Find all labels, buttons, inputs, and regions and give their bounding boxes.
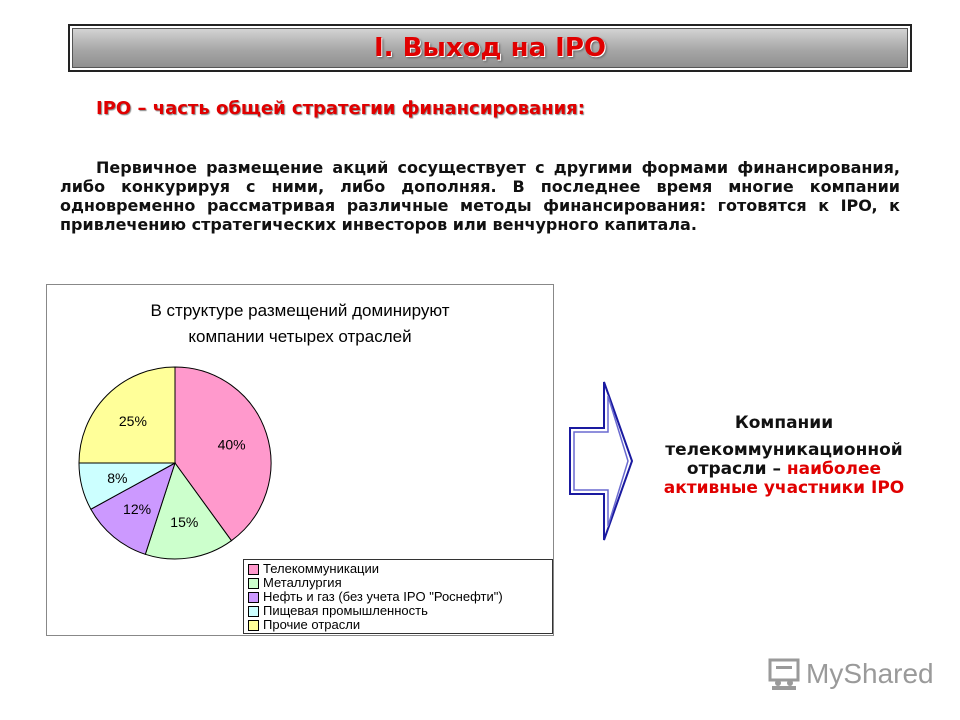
callout-line-1: Компании [734, 413, 834, 433]
legend-item [248, 562, 552, 576]
callout-line-3-black: отрасли – [686, 459, 787, 479]
callout-text [636, 414, 932, 498]
legend-swatch [248, 606, 259, 617]
chart-title-line-1: В структуре размещений доминируют [150, 301, 450, 320]
callout-line-3 [636, 460, 932, 479]
slide-subtitle: IPO – часть общей стратегии финансирования: [96, 98, 585, 119]
pie-chart [46, 284, 554, 636]
pie-slice-label: 8% [107, 469, 128, 486]
legend-item [248, 576, 552, 590]
body-paragraph: Первичное размещение акций сосуществует с другими формами финансирования, либо конкурируя с ними, либо дополняя. В последнее время многие компании одновременно рассматривая различные методы финансирования: готовятся к IPO, к привлечению стратегических инвесторов или венчурного капитала. [60, 158, 900, 234]
legend-item [248, 604, 552, 618]
legend-label: Нефть и газ (без учета IPO "Роснефти") [263, 589, 503, 604]
legend-item [248, 618, 552, 632]
pie-slice-label: 15% [170, 513, 199, 530]
slide-title: I. Выход на IPO [373, 33, 606, 63]
chart-title-line-2: компании четырех отраслей [188, 327, 412, 346]
legend-swatch [248, 578, 259, 589]
pie-slice-label: 12% [123, 500, 152, 517]
pie-slice-label: 25% [118, 412, 147, 429]
pie-slice-label: 40% [217, 436, 246, 453]
legend-swatch [248, 620, 259, 631]
chart-legend [243, 559, 553, 634]
watermark-text: MyShared [806, 658, 934, 689]
legend-label: Прочие отрасли [263, 617, 361, 632]
callout-line-4: активные участники IPO [663, 478, 905, 498]
legend-label: Пищевая промышленность [263, 603, 428, 618]
callout-line-2: телекоммуникационной [665, 440, 903, 460]
watermark [766, 654, 934, 694]
legend-label: Телекоммуникации [263, 561, 380, 576]
callout-line-3-red: наиболее [786, 459, 882, 479]
legend-item [248, 590, 552, 604]
title-bar [68, 24, 912, 72]
legend-swatch [248, 592, 259, 603]
legend-swatch [248, 564, 259, 575]
legend-label: Металлургия [263, 575, 342, 590]
arrow-right-icon [560, 376, 640, 546]
classroom-icon [766, 657, 802, 691]
